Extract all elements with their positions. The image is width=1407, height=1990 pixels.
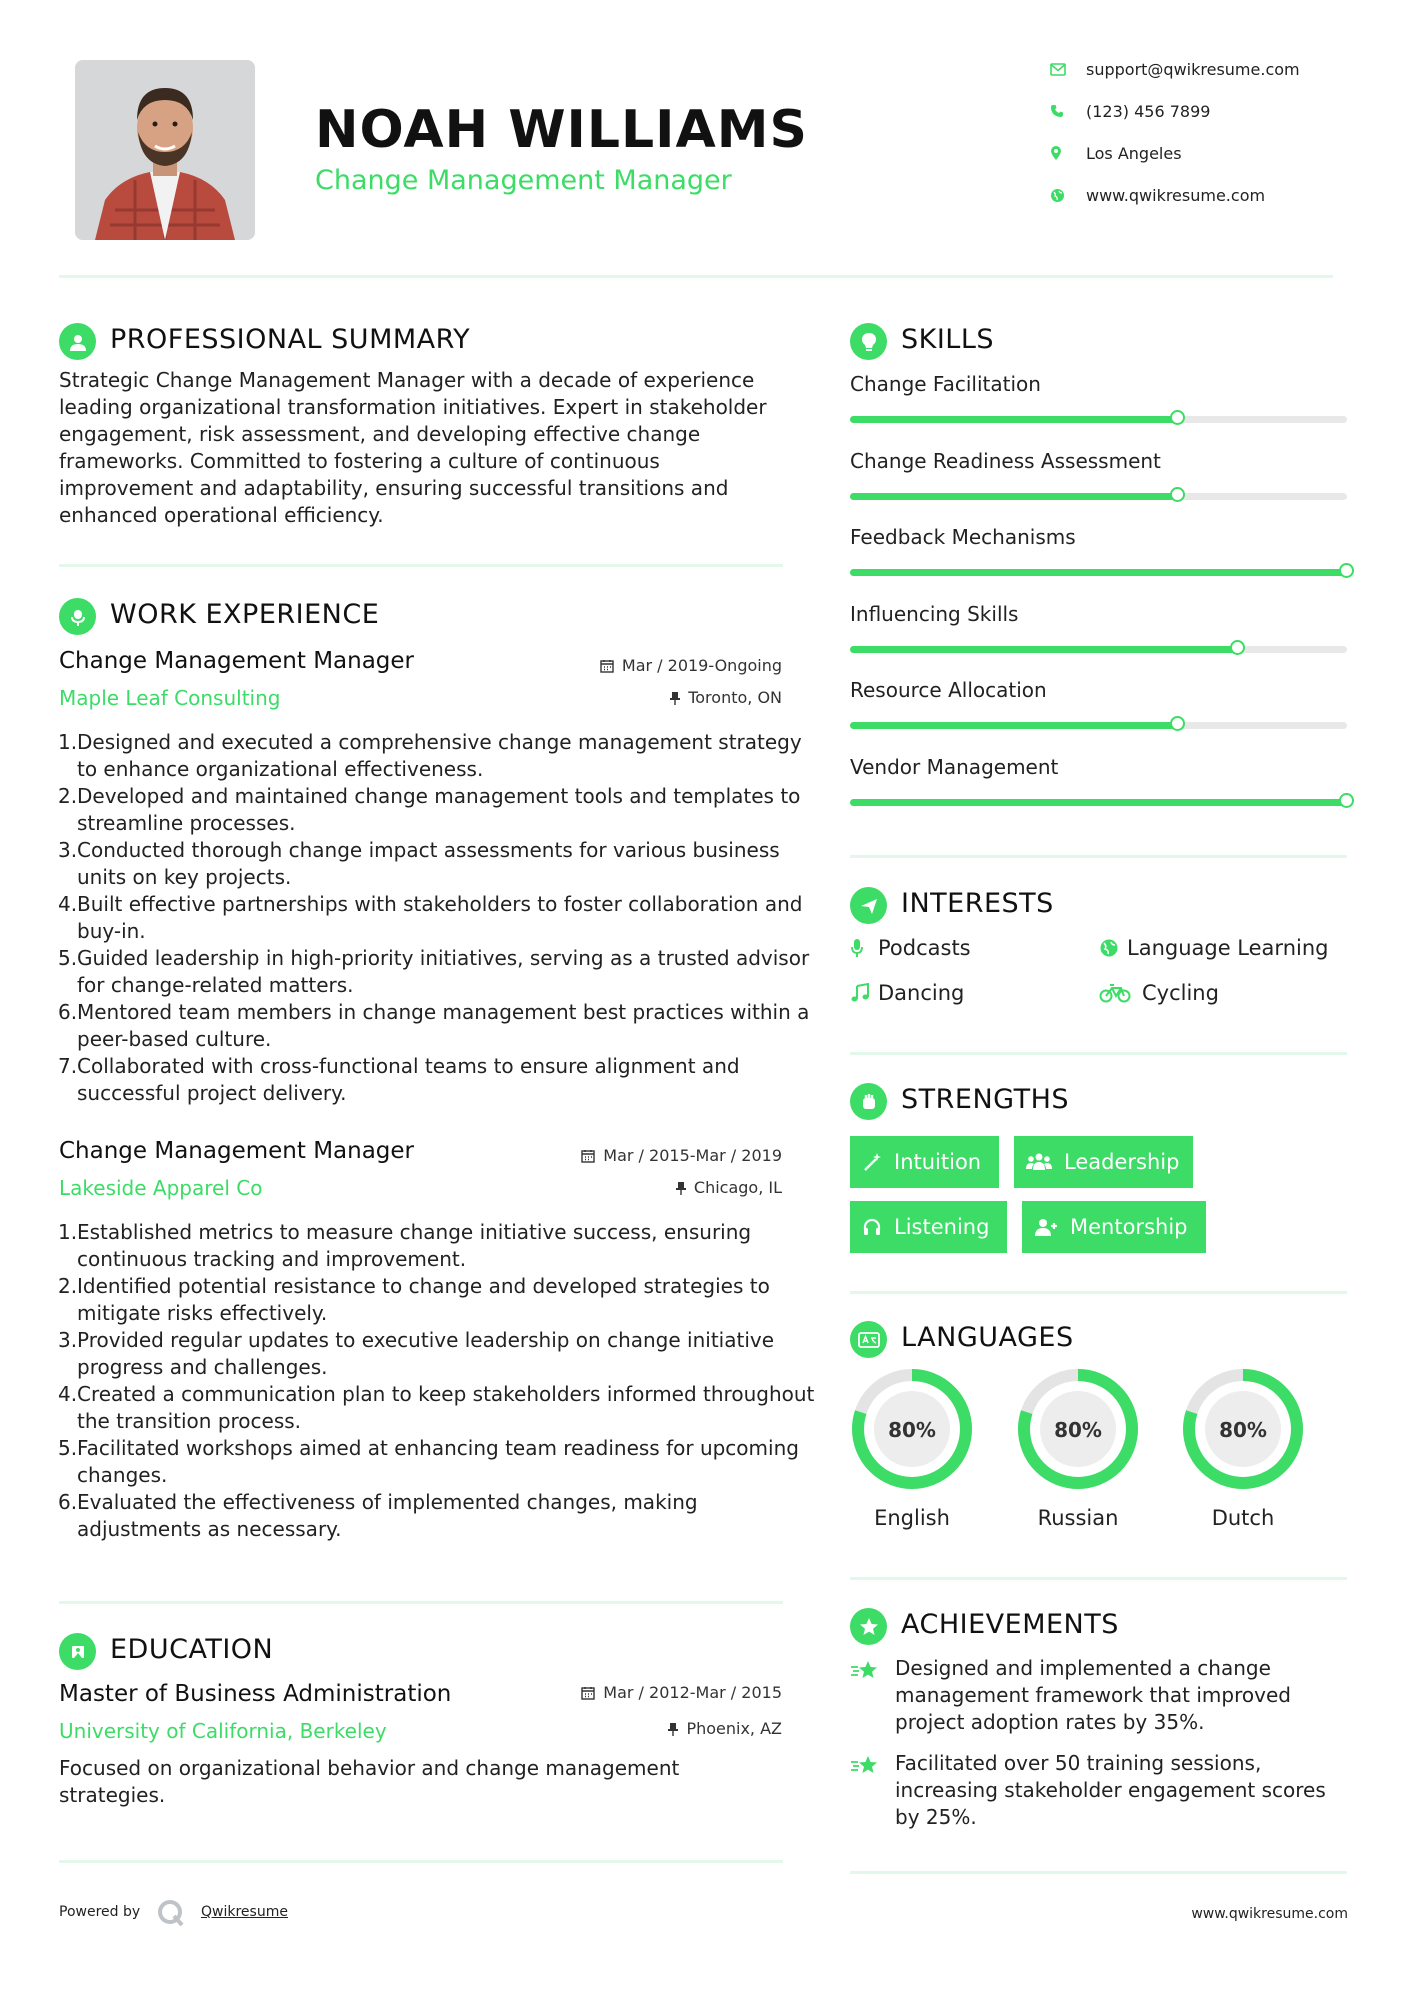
skill-bar <box>850 416 1347 423</box>
star-badge-icon <box>850 1608 887 1645</box>
mail-icon <box>1050 63 1080 76</box>
list-item: 2. Developed and maintained change management tools and templates to streamline processes. <box>58 784 801 835</box>
language-card-icon <box>850 1321 887 1358</box>
candidate-title: Change Management Manager <box>315 165 732 196</box>
strength-label: Leadership <box>1064 1150 1180 1174</box>
location-pin-icon <box>1050 145 1080 161</box>
achievements-heading: ACHIEVEMENTS <box>901 1609 1119 1640</box>
magic-wand-icon <box>862 1152 882 1172</box>
strength-label: Mentorship <box>1070 1215 1188 1239</box>
school-name: University of California, Berkeley <box>59 1719 387 1743</box>
list-item: 3. Conducted thorough change impact assessments for various business units on key projects. <box>58 838 780 889</box>
list-item: 2. Identified potential resistance to change and developed strategies to mitigate risks effectively. <box>58 1274 770 1325</box>
education-location <box>668 1719 782 1738</box>
interest-label: Podcasts <box>878 936 971 960</box>
contact-phone[interactable] <box>1050 98 1210 124</box>
job-bullets <box>59 1219 817 1543</box>
skill-bar <box>850 646 1347 653</box>
interests-divider <box>850 1052 1347 1055</box>
calendar-icon <box>600 659 614 673</box>
brand-link[interactable]: Qwikresume <box>201 1904 288 1920</box>
language-percent: 80% <box>888 1418 936 1442</box>
powered-by-label: Powered by <box>59 1904 141 1920</box>
skill-name: Influencing Skills <box>850 601 1019 626</box>
footer-website[interactable]: www.qwikresume.com <box>1191 1906 1348 1922</box>
skill-bar-knob <box>1170 410 1185 425</box>
language-name: Dutch <box>1211 1506 1275 1530</box>
job-dates-text: Mar / 2019-Ongoing <box>621 656 782 675</box>
education-dates <box>581 1683 782 1702</box>
strength-label: Intuition <box>894 1150 982 1174</box>
languages-divider <box>850 1577 1347 1580</box>
list-item: 1. Established metrics to measure change initiative success, ensuring continuous tracking and improvement. <box>58 1220 752 1271</box>
skill-bar-fill <box>850 646 1238 653</box>
job-dates-text: Mar / 2015-Mar / 2019 <box>603 1146 782 1165</box>
language-name: English <box>874 1506 950 1530</box>
fist-icon <box>850 1083 887 1120</box>
strength-tag <box>850 1201 1007 1253</box>
interest-label: Cycling <box>1142 981 1219 1005</box>
list-item: 6. Mentored team members in change management best practices within a peer-based culture. <box>58 1000 810 1051</box>
group-icon <box>1026 1152 1052 1172</box>
music-note-icon <box>850 983 878 1003</box>
skill-name: Change Facilitation <box>850 372 1041 396</box>
header-divider <box>59 275 1333 278</box>
list-item: 5. Guided leadership in high-priority initiatives, serving as a trusted advisor for change-related matters. <box>58 946 810 997</box>
strengths-heading: STRENGTHS <box>901 1084 1070 1115</box>
education-description: Focused on organizational behavior and change management strategies. <box>59 1756 680 1807</box>
list-item: 7. Collaborated with cross-functional teams to ensure alignment and successful project delivery. <box>58 1054 740 1105</box>
achievement-text: Designed and implemented a change management framework that improved project adoption rates by 35%. <box>895 1656 1291 1734</box>
briefcase-icon <box>59 598 96 635</box>
strength-tag <box>1014 1136 1193 1188</box>
job-title: Change Management Manager <box>59 1138 415 1164</box>
job-company: Lakeside Apparel Co <box>59 1176 263 1200</box>
achievements-divider <box>850 1871 1347 1874</box>
strength-tag <box>850 1136 999 1188</box>
skills-divider <box>850 855 1347 858</box>
contact-website-text: www.qwikresume.com <box>1086 185 1266 205</box>
list-item: 5. Facilitated workshops aimed at enhancing team readiness for upcoming changes. <box>58 1436 799 1487</box>
user-plus-icon <box>1034 1217 1058 1237</box>
user-icon <box>59 323 96 360</box>
summary-text: Strategic Change Management Manager with a decade of experience leading organizational transformation initiatives. Expert in stakeholder engagement, risk assessment, and developing effective change frameworks. Committed to fostering a culture of continuous improvement and adaptability, ensuring successful transitions and enhanced operational efficiency. <box>59 368 767 527</box>
job-location-text: Toronto, ON <box>688 688 782 707</box>
summary-divider <box>59 564 783 567</box>
job-location <box>676 1178 782 1197</box>
list-item: 1. Designed and executed a comprehensive change management strategy to enhance organizational effectiveness. <box>58 730 802 781</box>
education-dates-text: Mar / 2012-Mar / 2015 <box>603 1683 782 1702</box>
skill-name: Feedback Mechanisms <box>850 525 1076 549</box>
skill-name: Vendor Management <box>850 754 1059 779</box>
achievement-item <box>850 1655 1330 1736</box>
globe-icon <box>1099 938 1127 958</box>
contact-location <box>1050 140 1182 166</box>
skill-bar-fill <box>850 722 1178 729</box>
skill-bar-knob <box>1170 487 1185 502</box>
job-title: Change Management Manager <box>59 648 415 674</box>
headphones-icon <box>862 1217 882 1237</box>
interests-heading: INTERESTS <box>901 888 1054 919</box>
trophy-star-icon <box>850 1750 895 1831</box>
work-divider <box>59 1601 783 1604</box>
list-item: 3. Provided regular updates to executive leadership on change initiative progress and challenges. <box>58 1328 775 1379</box>
language-percent: 80% <box>1219 1418 1267 1442</box>
interest-item <box>850 981 964 1005</box>
job-dates <box>581 1146 782 1165</box>
globe-icon <box>1050 188 1080 203</box>
list-item: 4. Built effective partnerships with stakeholders to foster collaboration and buy-in. <box>58 892 803 943</box>
education-divider <box>59 1860 783 1863</box>
pushpin-icon <box>668 1722 678 1736</box>
interest-item <box>1099 936 1328 960</box>
skill-name: Resource Allocation <box>850 678 1047 702</box>
strength-tag <box>1022 1201 1206 1253</box>
skill-bar-fill <box>850 493 1178 500</box>
skill-bar <box>850 722 1347 729</box>
list-item: 6. Evaluated the effectiveness of implemented changes, making adjustments as necessary. <box>58 1490 698 1541</box>
graduation-icon <box>59 1633 96 1670</box>
list-item: 4. Created a communication plan to keep stakeholders informed throughout the transition process. <box>58 1382 815 1433</box>
job-location <box>670 688 782 707</box>
summary-heading: PROFESSIONAL SUMMARY <box>110 324 471 355</box>
job-location-text: Chicago, IL <box>693 1178 782 1197</box>
qwikresume-logo-icon <box>156 1898 186 1932</box>
interest-label: Dancing <box>878 981 965 1005</box>
skills-heading: SKILLS <box>901 324 995 355</box>
skill-bar-fill <box>850 416 1178 423</box>
skill-bar <box>850 569 1347 576</box>
skill-bar <box>850 493 1347 500</box>
microphone-icon <box>850 938 878 958</box>
skill-bar-knob <box>1339 563 1354 578</box>
strength-label: Listening <box>894 1215 990 1239</box>
skill-bar-fill <box>850 799 1347 806</box>
interest-item <box>1099 981 1219 1005</box>
work-heading: WORK EXPERIENCE <box>110 599 380 630</box>
contact-email[interactable] <box>1050 56 1300 82</box>
contact-website[interactable] <box>1050 182 1265 208</box>
degree-title: Master of Business Administration <box>59 1681 452 1707</box>
skill-bar-fill <box>850 569 1347 576</box>
paper-plane-icon <box>850 887 887 924</box>
skill-bar <box>850 799 1347 806</box>
contact-email-text: support@qwikresume.com <box>1086 59 1300 79</box>
trophy-star-icon <box>850 1655 895 1736</box>
skill-name: Change Readiness Assessment <box>850 448 1161 473</box>
pushpin-icon <box>676 1181 686 1195</box>
strengths-divider <box>850 1291 1347 1294</box>
language-name: Russian <box>1037 1506 1119 1530</box>
contact-phone-text: (123) 456 7899 <box>1086 101 1211 121</box>
profile-photo <box>75 60 255 240</box>
calendar-icon <box>581 1149 595 1163</box>
skill-bar-knob <box>1339 793 1354 808</box>
education-heading: EDUCATION <box>110 1634 274 1665</box>
language-percent: 80% <box>1054 1418 1102 1442</box>
education-location-text: Phoenix, AZ <box>686 1719 782 1738</box>
calendar-icon <box>581 1686 595 1700</box>
languages-heading: LANGUAGES <box>901 1322 1074 1353</box>
achievement-text: Facilitated over 50 training sessions, increasing stakeholder engagement scores by 25%. <box>895 1751 1326 1829</box>
lightbulb-icon <box>850 323 887 360</box>
achievement-item <box>850 1750 1330 1831</box>
job-company: Maple Leaf Consulting <box>59 686 281 710</box>
bicycle-icon <box>1099 983 1142 1003</box>
pushpin-icon <box>670 691 680 705</box>
job-dates <box>600 656 782 675</box>
skill-bar-knob <box>1170 716 1185 731</box>
contact-location-text: Los Angeles <box>1086 143 1182 163</box>
job-bullets <box>59 729 817 1107</box>
interest-label: Language Learning <box>1127 936 1329 960</box>
phone-icon <box>1050 104 1080 118</box>
candidate-name: NOAH WILLIAMS <box>315 100 808 160</box>
interest-item <box>850 936 971 960</box>
skill-bar-knob <box>1230 640 1245 655</box>
